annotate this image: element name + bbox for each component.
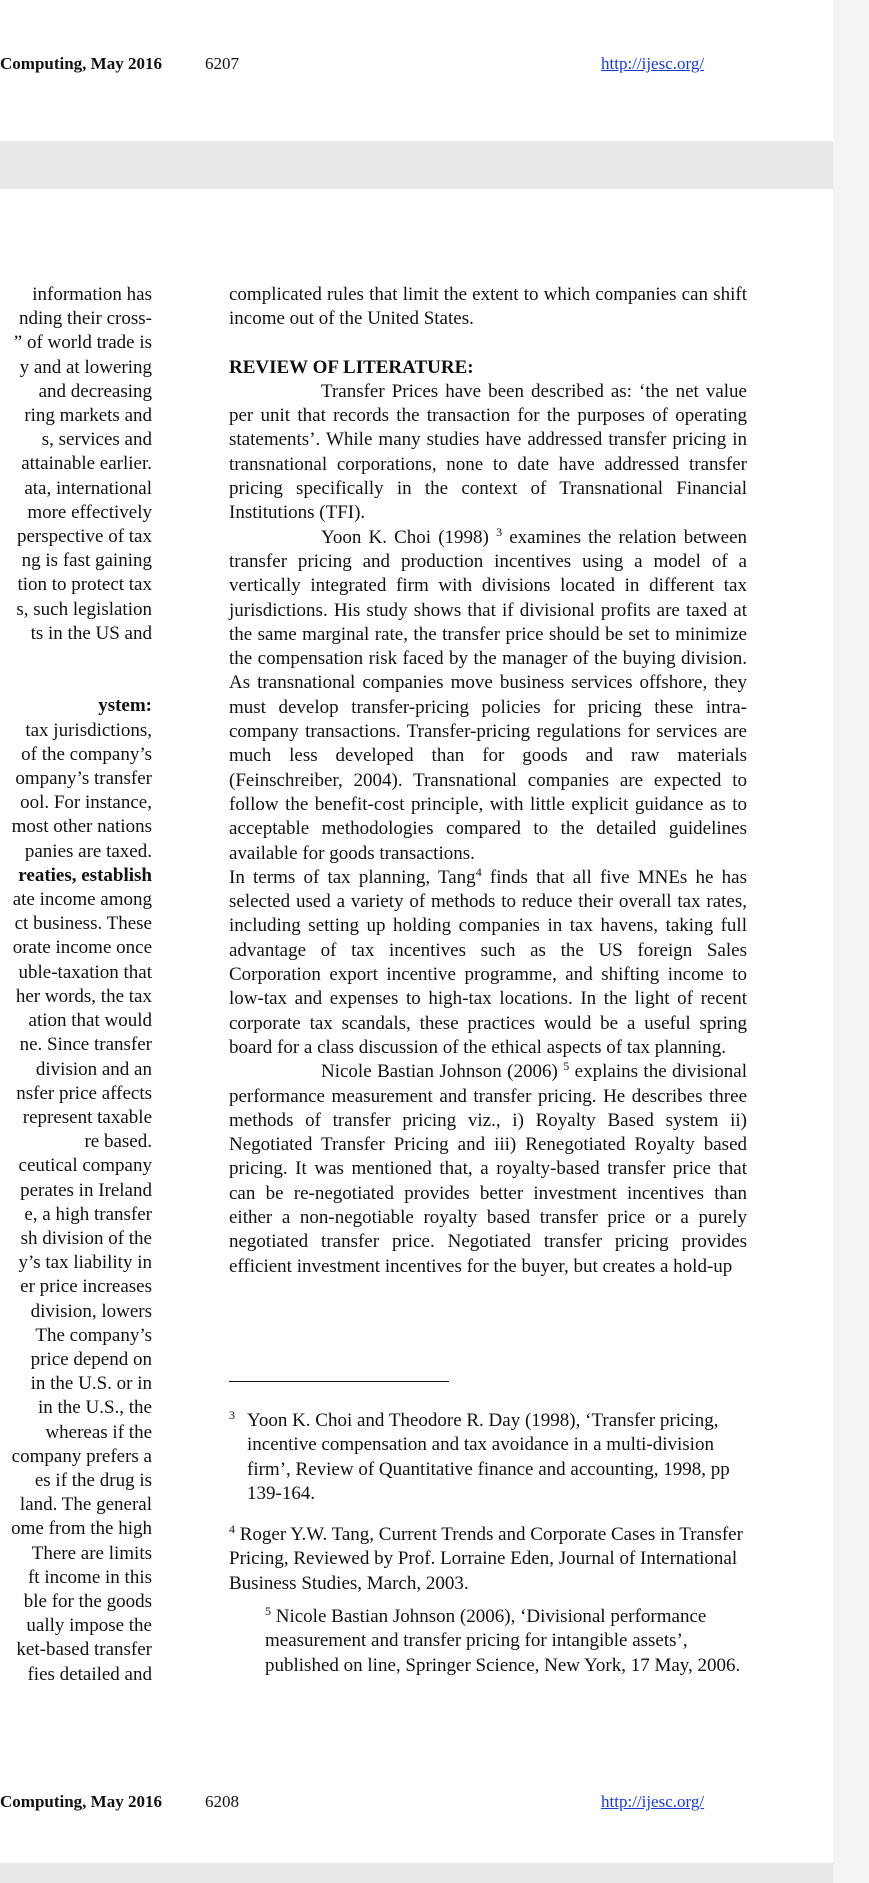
- left-column-line: division and an: [35, 1058, 152, 1080]
- left-column-line: price depend on: [30, 1348, 152, 1370]
- left-column-line: There are limits: [31, 1542, 152, 1564]
- left-column-line: ceutical company: [18, 1155, 152, 1177]
- left-column-line: panies are taxed.: [24, 840, 152, 862]
- left-column-line: s, services and: [41, 429, 152, 451]
- left-column-line: ring markets and: [24, 405, 152, 427]
- left-column-line: ation that would: [28, 1010, 152, 1032]
- header-journal: Computing, May 2016: [0, 54, 162, 73]
- left-column-line: information has: [32, 284, 152, 305]
- left-column-line: her words, the tax: [15, 985, 152, 1007]
- left-column-line: orate income once: [12, 937, 152, 959]
- left-column-line: uble-taxation that: [18, 961, 152, 983]
- left-column-line: attainable earlier.: [21, 453, 152, 475]
- left-column-line: re based.: [84, 1131, 152, 1153]
- footnote-4-text: Roger Y.W. Tang, Current Trends and Corporate Cases in Transfer Pricing, Reviewed by Prof. Lorraine Eden, Journal of International Business Studies, March, 2003.: [229, 1524, 743, 1594]
- left-column-line: ome from the high: [11, 1518, 152, 1540]
- left-column-line: ystem:: [98, 695, 152, 717]
- left-column-line: e, a high transfer: [24, 1203, 152, 1225]
- left-column-line: ket-based transfer: [16, 1639, 152, 1661]
- left-column-line: ata, international: [24, 477, 152, 499]
- left-column-line: division, lowers: [30, 1300, 152, 1322]
- left-column-line: represent taxable: [22, 1106, 152, 1128]
- left-column-line: ne. Since transfer: [19, 1034, 152, 1056]
- header-url-link[interactable]: http://ijesc.org/: [601, 54, 705, 73]
- left-column-line: ct business. These: [14, 913, 152, 935]
- paragraph-tang-text: finds that all five MNEs he has selected used a variety of methods to reduce their overall tax rates, including setting up holding companies in tax havens, taking full advantage of tax incentives such as the US foreign Sales Corporation export incentive programme, and shifting income to low-tax and expenses to high-tax locations. In the light of recent corporate tax scandals, these practices would be a useful spring board for a class discussion of the ethical aspects of tax planning.: [229, 866, 747, 1058]
- footnote-4-mark: 4: [229, 1522, 235, 1536]
- left-column-line: perspective of tax: [16, 526, 152, 548]
- left-column-line: sh division of the: [20, 1227, 152, 1249]
- right-column: [229, 283, 747, 1279]
- left-column-line: reaties, establish: [18, 864, 152, 886]
- left-column: [0, 283, 152, 1687]
- left-column-line: ompany’s transfer: [15, 768, 152, 790]
- paragraph-tang: [229, 866, 747, 1060]
- left-column-line: in the U.S. or in: [30, 1373, 152, 1395]
- paragraph-definition: Transfer Prices have been described as: ‘the net value per unit that records the transaction for the purposes of operating statements’. While many studies have addressed transfer pricing in transnational corporations, none to date have addressed transfer pricing specifically in the context of Transnational Financial Institutions (TFI).: [229, 380, 747, 524]
- intro-paragraph: complicated rules that limit the extent to which companies can shift income out of the United States.: [229, 284, 747, 330]
- left-column-line: es if the drug is: [34, 1469, 152, 1491]
- viewer-margin: [833, 0, 869, 1883]
- left-column-line: most other nations: [11, 816, 152, 838]
- left-column-line: tion to protect tax: [17, 574, 152, 596]
- left-column-line: ” of world trade is: [13, 332, 152, 354]
- left-column-line: The company’s: [35, 1324, 152, 1346]
- left-column-line: nding their cross-: [19, 308, 152, 330]
- footnote-3-mark: 3: [229, 1408, 235, 1422]
- left-column-line: and decreasing: [38, 380, 152, 402]
- left-column-line: [0, 646, 152, 670]
- footer-page-number: 6208: [205, 1792, 239, 1811]
- left-column-line: of the company’s: [21, 743, 152, 765]
- left-column-line: ng is fast gaining: [21, 550, 152, 572]
- left-column-line: y and at lowering: [19, 356, 152, 378]
- left-column-line: s, such legislation: [16, 598, 152, 620]
- left-column-line: tax jurisdictions,: [25, 719, 152, 741]
- left-column-line: ate income among: [12, 889, 152, 911]
- citation-johnson: Nicole Bastian Johnson (2006): [321, 1061, 558, 1083]
- footnote-5: [229, 1605, 747, 1678]
- citation-choi: Yoon K. Choi (1998): [321, 526, 489, 548]
- paragraph-choi: [229, 526, 747, 866]
- left-column-line: ft income in this: [27, 1566, 152, 1588]
- left-column-line: land. The general: [19, 1494, 152, 1516]
- footnote-divider: [229, 1381, 449, 1382]
- section-heading: REVIEW OF LITERATURE:: [229, 356, 474, 378]
- left-column-line: fies detailed and: [27, 1663, 152, 1685]
- left-column-line: [0, 670, 152, 694]
- footer-url-link[interactable]: http://ijesc.org/: [601, 1792, 705, 1811]
- footnote-3-text: Yoon K. Choi and Theodore R. Day (1998), ‘Transfer pricing, incentive compensation and tax avoidance in a multi-division firm’, Review of Quantitative finance and accounting, 1998, pp 139-164.: [247, 1410, 730, 1504]
- left-column-line: ually impose the: [26, 1615, 152, 1637]
- left-column-line: ts in the US and: [30, 622, 152, 644]
- header-page-number: 6207: [205, 54, 239, 73]
- left-column-line: ble for the goods: [23, 1590, 152, 1612]
- footer-journal: Computing, May 2016: [0, 1792, 162, 1811]
- footnote-5-text: Nicole Bastian Johnson (2006), ‘Divisional performance measurement and transfer pricing for intangible assets’, published on line, Springer Science, New York, 17 May, 2006.: [265, 1606, 741, 1676]
- left-column-line: company prefers a: [11, 1445, 152, 1467]
- paragraph-choi-text: examines the relation between transfer pricing and production incentives using a model of a vertically integrated firm with divisions located in different tax jurisdictions. His study shows that if divisional profits are taxed at the same marginal rate, the transfer price should be set to minimize the compensation risk faced by the manager of the buying division. As transnational companies move business services offshore, they must develop transfer-pricing policies for pricing these intra-company transactions. Transfer-pricing regulations for services are much less developed than for goods and raw materials (Feinschreiber, 2004). Transnational companies are expected to follow the benefit-cost principle, with little explicit guidance as to acceptable methodologies compared to the detailed guidelines available for goods transactions.: [229, 526, 748, 864]
- paragraph-johnson: [229, 1060, 747, 1279]
- left-column-line: more effectively: [27, 501, 152, 523]
- left-column-line: ool. For instance,: [20, 792, 152, 814]
- footnote-3: [229, 1409, 747, 1506]
- left-column-line: perates in Ireland: [20, 1179, 152, 1201]
- left-column-line: nsfer price affects: [16, 1082, 152, 1104]
- left-column-line: in the U.S., the: [38, 1397, 152, 1419]
- footnote-ref-5[interactable]: 5: [563, 1059, 570, 1074]
- footnote-5-mark: 5: [265, 1604, 271, 1618]
- footnote-ref-4[interactable]: 4: [475, 864, 482, 879]
- citation-tang: In terms of tax planning, Tang: [229, 866, 476, 888]
- left-column-line: y’s tax liability in: [18, 1252, 152, 1274]
- left-column-line: er price increases: [20, 1276, 152, 1298]
- paragraph-johnson-text: explains the divisional performance measurement and transfer pricing. He describes three methods of transfer pricing viz., i) Royalty Based system ii) Negotiated Transfer Pricing and iii) Renegotiated Royalty based pricing. It was mentioned that, a royalty-based transfer price that can be re-negotiated provides better investment incentives than either a non-negotiable royalty based transfer price or a purely negotiated transfer price. Negotiated transfer pricing provides efficient investment incentives for the buyer, but creates a hold-up: [229, 1061, 747, 1277]
- left-column-line: whereas if the: [45, 1421, 152, 1443]
- footnote-4: [229, 1523, 747, 1596]
- footnote-ref-3[interactable]: 3: [496, 524, 503, 539]
